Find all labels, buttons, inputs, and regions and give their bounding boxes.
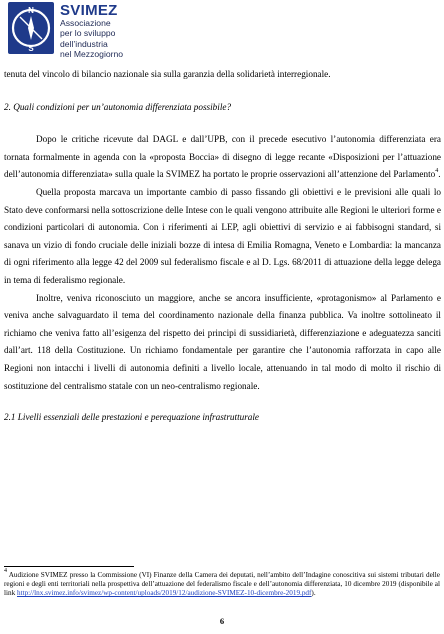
brand-name: SVIMEZ xyxy=(60,2,118,19)
footnote-separator xyxy=(4,566,134,567)
footnote-4 xyxy=(4,568,440,599)
footnote-text: Audizione SVIMEZ presso la Commissione (VI) Finanze della Camera dei deputati, nell’ambito dell’Indagine conoscitiva sui sistemi tributari delle regioni e degli enti territoriali nella prospettiva dell’attuazione del federalismo fiscale e dell’autonomia differenziata, 10 dicembre 2019 (disponibile al link xyxy=(4,571,440,598)
section-heading-2-1: 2.1 Livelli essenziali delle prestazioni e perequazione infrastrutturale xyxy=(4,412,260,423)
header xyxy=(8,2,123,58)
continuation-text: tenuta del vincolo di bilancio nazionale sia sulla garanzia della solidarietà interregionale. xyxy=(4,69,331,79)
brand-tagline-line-2: per lo sviluppo xyxy=(60,28,116,39)
brand-tagline-line-4: nel Mezzogiorno xyxy=(60,48,124,59)
paragraph-3: Inoltre, veniva riconosciuto un maggiore, anche se ancora insufficiente, «protagonismo» al Parlamento e veniva anche salvaguardato il tema del coordinamento nazionale della finanza pubblica. Va inoltre sottolineato il richiamo che veniva fatto all’esigenza del rispetto dei principi di sussidiarietà, differenziazione e adeguatezza sanciti dall’art. 118 della Costituzione. Un richiamo fondamentale per garantire che l’autonomia rafforzata in capo alle Regioni non intacchi i livelli di autonomia definiti a livello locale, attenuando in tal modo di molto il rischio di sostituzione del centralismo statale con un neo-centralismo regionale. xyxy=(4,292,441,391)
brand-tagline-line-3: dell’industria xyxy=(60,38,108,49)
footnote-link[interactable]: http://lnx.svimez.info/svimez/wp-content/uploads/2019/12/audizione-SVIMEZ-10-dicembre-2019.pdf xyxy=(16,589,312,598)
paragraph-1-text: Dopo le critiche ricevute dal DAGL e dall’UPB, con il precede esecutivo l’autonomia differenziata era tornata formalmente in agenda con la «proposta Boccia» di disegno di legge recante «Disposizioni per l’attuazione dell’autonomia differenziata» sulla quale la SVIMEZ ha portato le proprie osservazioni all’attenzione del Parlamento xyxy=(4,134,441,180)
paragraph-1-end: . xyxy=(438,169,441,180)
compass-icon xyxy=(8,2,54,54)
paragraph-2: Quella proposta marcava un importante cambio di passo fissando gli obiettivi e le previsioni alle quali lo Stato deve conformarsi nella sottoscrizione delle Intese con le quali vengono attribuite alle Regioni le ulteriori forme e condizioni particolari di autonomia. Con i riferimenti ai LEP, agli obiettivi di servizio e ai fabbisogni standard, si sanava un vizio di fondo cruciale delle iniziali bozze di intesa di Emilia Romagna, Veneto e Lombardia: la mancanza di ogni riferimento alla legge 42 del 2009 sul federalismo fiscale e al D. Lgs. 68/2011 di attuazione della legge delega in tema di federalismo regionale. xyxy=(4,186,441,285)
page-number: 6 xyxy=(219,616,225,626)
brand-block xyxy=(60,3,123,59)
svimez-logo xyxy=(8,2,54,54)
section-heading-2: 2. Quali condizioni per un’autonomia differenziata possibile? xyxy=(4,101,232,112)
brand-tagline-line-1: Associazione xyxy=(60,18,111,28)
footnote-ref-4[interactable]: 4 xyxy=(435,168,439,175)
footnote-number: 4 xyxy=(4,568,7,574)
paragraph-1 xyxy=(4,131,441,184)
body-text xyxy=(4,66,441,427)
logo-letter-n: N xyxy=(28,6,34,15)
footnote-text-end: ). xyxy=(311,589,316,598)
logo-letter-s: S xyxy=(28,44,34,53)
